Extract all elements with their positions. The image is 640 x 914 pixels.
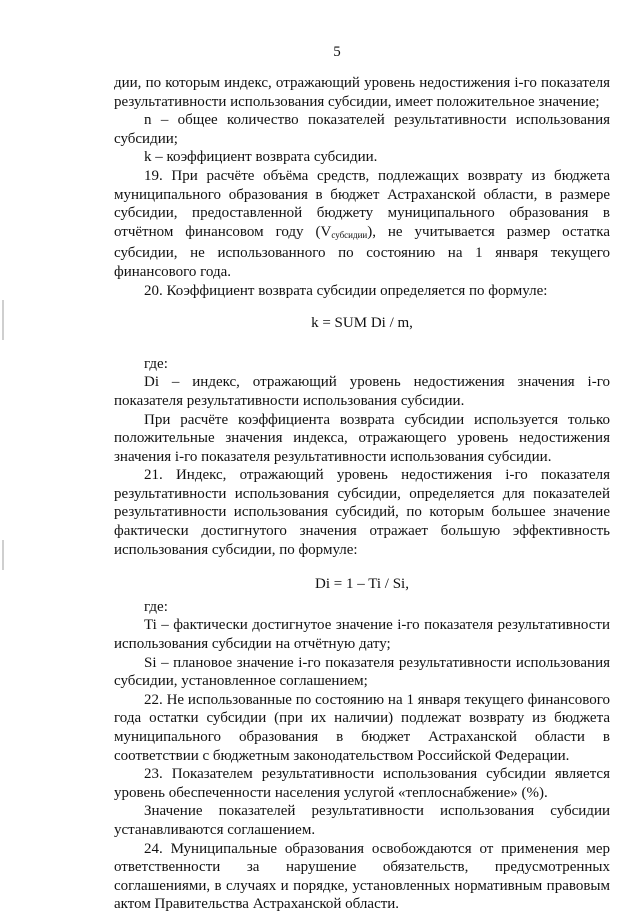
paragraph-19 bbox=[114, 167, 610, 282]
paragraph-positive-values: При расчёте коэффициента возврата субсидии используется только положительные значения индекса, отражающего уровень недостижения значения i-го показателя результативности использования субсидии. bbox=[114, 411, 610, 465]
subsidy-subscript: субсидии bbox=[331, 229, 368, 240]
where-label-1: где: bbox=[144, 355, 168, 372]
scan-margin-mark bbox=[2, 300, 4, 340]
scan-margin-mark bbox=[2, 540, 4, 570]
formula-index: Di = 1 – Ti / Si, bbox=[315, 576, 409, 593]
paragraph-si-definition: Si – плановое значение i-го показателя результативности использования субсидии, установленное соглашением; bbox=[114, 654, 610, 690]
paragraph-21: 21. Индекс, отражающий уровень недостижения i-го показателя результативности использования субсидии, определяется для показателей результативности использования субсидий, по которым большее значение фактически достигнутого значения отражает большую эффективность использования субсидии, по формуле: bbox=[114, 467, 610, 558]
formula-return-coefficient: k = SUM Di / m, bbox=[311, 315, 413, 332]
paragraph-23: 23. Показателем результативности использования субсидии является уровень обеспеченности населения услугой «теплоснабжение» (%). bbox=[114, 766, 610, 801]
page-number: 5 bbox=[333, 44, 341, 60]
paragraph-19-text-b: ), не учитывается размер остатка субсидии, не использованного по состоянию на 1 января текущего финансового года. bbox=[114, 223, 610, 280]
paragraph-indicator-values: Значение показателей результативности использования субсидии устанавливаются соглашением. bbox=[114, 803, 610, 838]
paragraph-1: дии, по которым индекс, отражающий уровень недостижения i-го показателя результативности использования субсидии, имеет положительное значение; bbox=[114, 75, 610, 110]
paragraph-19-text-a: 19. При расчёте объёма средств, подлежащих возврату из бюджета муниципального образования в бюджет Астраханской области, в размере субсидии, предоставленной бюджету муниципального образования в отчётном финансовом году (V bbox=[114, 167, 610, 240]
paragraph-2: n – общее количество показателей результативности использования субсидии; bbox=[114, 112, 610, 147]
where-label-2: где: bbox=[144, 598, 168, 615]
paragraph-ti-definition: Ti – фактически достигнутое значение i-го показателя результативности использования субсидии на отчётную дату; bbox=[114, 617, 610, 653]
paragraph-20: 20. Коэффициент возврата субсидии определяется по формуле: bbox=[144, 282, 548, 299]
paragraph-22: 22. Не использованные по состоянию на 1 января текущего финансового года остатки субсидии (при их наличии) подлежат возврату из бюджета муниципального образования в бюджет Астраханской области в соответствии с бюджетным законодательством Российской Федерации. bbox=[114, 691, 610, 764]
paragraph-di-definition: Di – индекс, отражающий уровень недостижения значения i-го показателя результативности использования субсидии. bbox=[114, 374, 610, 409]
paragraph-24: 24. Муниципальные образования освобождаются от применения мер ответственности за нарушение обязательств, предусмотренных соглашениями, в случаях и порядке, установленных нормативным правовым актом Правительства Астраханской области. bbox=[114, 840, 610, 913]
paragraph-3: k – коэффициент возврата субсидии. bbox=[144, 149, 378, 166]
